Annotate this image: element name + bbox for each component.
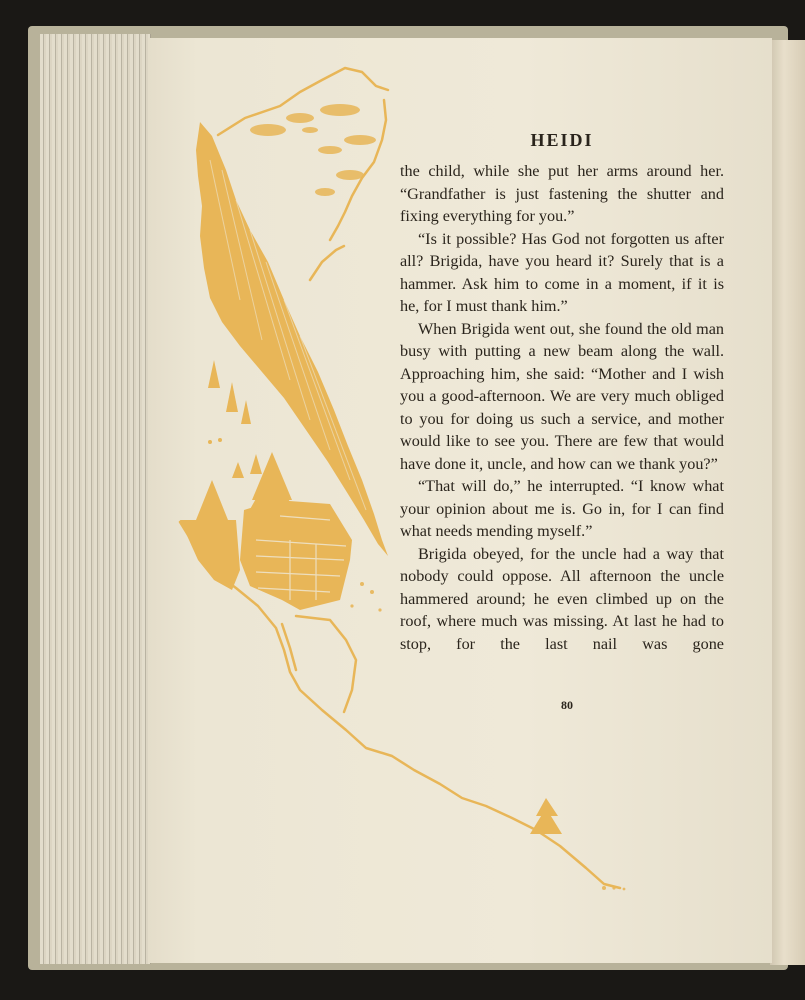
- paragraph-4: “That will do,” he interrupted. “I know what your opinion about me is. Go in, for I can find what needs mending myself.”: [400, 477, 724, 540]
- paragraph-2: “Is it possible? Has God not forgotten us after all? Brigida, have you heard it? Surely that is a hammer. Ask him to come in a moment, if it is he, for I must thank him.”: [400, 229, 724, 315]
- paragraph-1: the child, while she put her arms around her. “Grandfather is just fastening the shutter and fixing everything for you.”: [400, 162, 724, 225]
- paragraph-3: When Brigida went out, she found the old man busy with putting a new beam along the wall. Approaching him, she said: “Mother and I wish you a good-afternoon. We are very much obliged to you for doing us such a service, and mother would like to see you. There are few that would have done it, uncle, and how can we thank you?”: [400, 319, 724, 473]
- page-number: 80: [561, 698, 573, 712]
- running-head: HEIDI: [530, 130, 594, 150]
- page-text: [400, 160, 724, 655]
- paragraph-5: Brigida obeyed, for the uncle had a way that nobody could oppose. All afternoon the uncle hammered around; he even climbed up on the roof, where much was missing. At last he had to stop, for the last nail was gone: [400, 544, 724, 653]
